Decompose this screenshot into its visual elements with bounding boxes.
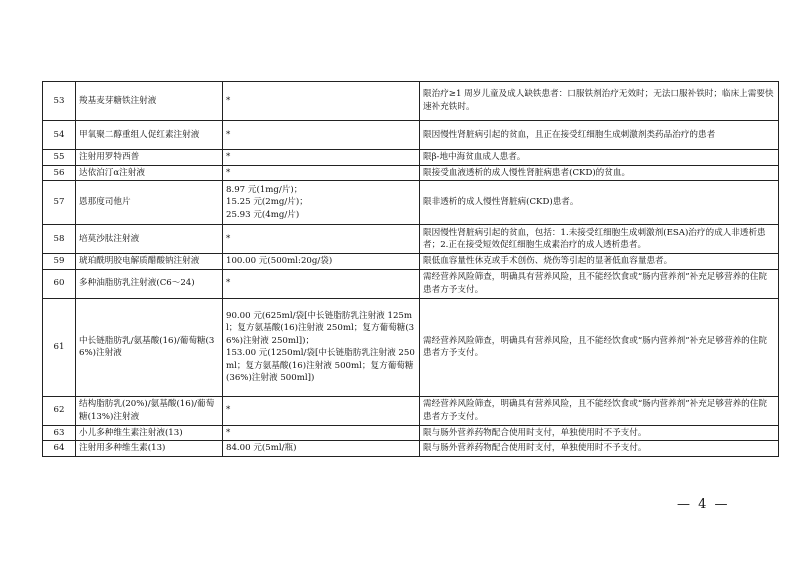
row-number: 58 (43, 225, 76, 254)
price-line: * (226, 152, 231, 162)
drug-name: 琥珀酰明胶电解质醋酸钠注射液 (76, 254, 223, 270)
price-line: 15.25 元(2mg/片)； (226, 197, 308, 208)
table-row (43, 225, 779, 254)
row-number: 53 (43, 82, 76, 121)
price-line: * (226, 233, 231, 244)
price-cell (223, 396, 420, 425)
table-row (43, 254, 779, 270)
restriction-note: 限与肠外营养药物配合使用时支付，单独使用时不予支付。 (420, 425, 779, 441)
drug-name: 达依泊汀α注射液 (76, 165, 223, 181)
price-cell (223, 82, 420, 121)
table-row (43, 269, 779, 298)
price-cell (223, 165, 420, 181)
restriction-note: 需经营养风险筛查，明确具有营养风险，且不能经饮食或“肠内营养剂”补充足够营养的住院患者方予支付。 (420, 396, 779, 425)
restriction-note: 需经营养风险筛查，明确具有营养风险，且不能经饮食或“肠内营养剂”补充足够营养的住院患者方予支付。 (420, 298, 779, 396)
table-row (43, 396, 779, 425)
restriction-note: 限治疗≥1 周岁儿童及成人缺铁患者：口服铁剂治疗无效时；无法口服补铁时；临床上需要快速补充铁时。 (420, 82, 779, 121)
price-line: * (226, 167, 231, 178)
price-line: 153.00 元(1250ml/袋[中长链脂肪乳注射液 250ml；复方氨基酸(16)注射液 500ml；复方葡萄糖(36%)注射液 500ml]) (226, 348, 415, 384)
table-row (43, 441, 779, 457)
restriction-note: 限接受血液透析的成人慢性肾脏病患者(CKD)的贫血。 (420, 165, 779, 181)
drug-name: 结构脂肪乳(20%)/氨基酸(16)/葡萄糖(13%)注射液 (76, 396, 223, 425)
price-cell (223, 269, 420, 298)
price-cell (223, 425, 420, 441)
price-cell (223, 121, 420, 150)
table-row (43, 82, 779, 121)
row-number: 57 (43, 181, 76, 225)
table-row (43, 165, 779, 181)
price-cell (223, 225, 420, 254)
row-number: 60 (43, 269, 76, 298)
drug-name: 羧基麦芽糖铁注射液 (76, 82, 223, 121)
drug-name: 注射用罗特西普 (76, 150, 223, 166)
restriction-note: 限β-地中海贫血成人患者。 (420, 150, 779, 166)
drug-table (42, 81, 779, 457)
price-line: * (226, 427, 231, 438)
price-cell (223, 441, 420, 457)
price-line: 84.00 元(5ml/瓶) (226, 443, 297, 454)
restriction-note: 限因慢性肾脏病引起的贫血，包括：1.未接受红细胞生成刺激剂(ESA)治疗的成人非透析患者；2.正在接受短效促红细胞生成素治疗的成人透析患者。 (420, 225, 779, 254)
price-line: * (226, 405, 231, 416)
price-line: 25.93 元(4mg/片) (226, 209, 300, 220)
drug-name: 注射用多种维生素(13) (76, 441, 223, 457)
price-line: * (226, 95, 231, 106)
drug-name: 多种油脂肪乳注射液(C6～24) (76, 269, 223, 298)
table-row (43, 181, 779, 225)
row-number: 56 (43, 165, 76, 181)
price-cell (223, 254, 420, 270)
price-line: 90.00 元(625ml/袋[中长链脂肪乳注射液 125ml；复方氨基酸(16)注射液 250ml；复方葡萄糖(36%)注射液 250ml])； (226, 310, 415, 346)
row-number: 62 (43, 396, 76, 425)
price-cell (223, 150, 420, 166)
restriction-note: 限低血容量性休克或手术创伤、烧伤等引起的显著低血容量患者。 (420, 254, 779, 270)
table-row (43, 298, 779, 396)
row-number: 55 (43, 150, 76, 166)
price-line: 100.00 元(500ml:20g/袋) (226, 256, 333, 267)
row-number: 59 (43, 254, 76, 270)
restriction-note: 限非透析的成人慢性肾脏病(CKD)患者。 (420, 181, 779, 225)
drug-name: 甲氧聚二醇重组人促红素注射液 (76, 121, 223, 150)
drug-name: 培莫沙肽注射液 (76, 225, 223, 254)
page-number: — 4 — (677, 497, 730, 512)
price-cell (223, 181, 420, 225)
table-row (43, 150, 779, 166)
row-number: 61 (43, 298, 76, 396)
table-row (43, 425, 779, 441)
restriction-note: 限因慢性肾脏病引起的贫血，且正在接受红细胞生成刺激剂类药品治疗的患者 (420, 121, 779, 150)
table-row (43, 121, 779, 150)
drug-name: 小儿多种维生素注射液(13) (76, 425, 223, 441)
price-cell (223, 298, 420, 396)
price-line: * (226, 129, 231, 140)
price-line: 8.97 元(1mg/片)； (226, 184, 303, 195)
row-number: 63 (43, 425, 76, 441)
restriction-note: 需经营养风险筛查，明确具有营养风险，且不能经饮食或“肠内营养剂”补充足够营养的住院患者方予支付。 (420, 269, 779, 298)
row-number: 54 (43, 121, 76, 150)
drug-name: 中长链脂肪乳/氨基酸(16)/葡萄糖(36%)注射液 (76, 298, 223, 396)
drug-name: 恩那度司他片 (76, 181, 223, 225)
price-line: * (226, 278, 231, 289)
row-number: 64 (43, 441, 76, 457)
restriction-note: 限与肠外营养药物配合使用时支付，单独使用时不予支付。 (420, 441, 779, 457)
